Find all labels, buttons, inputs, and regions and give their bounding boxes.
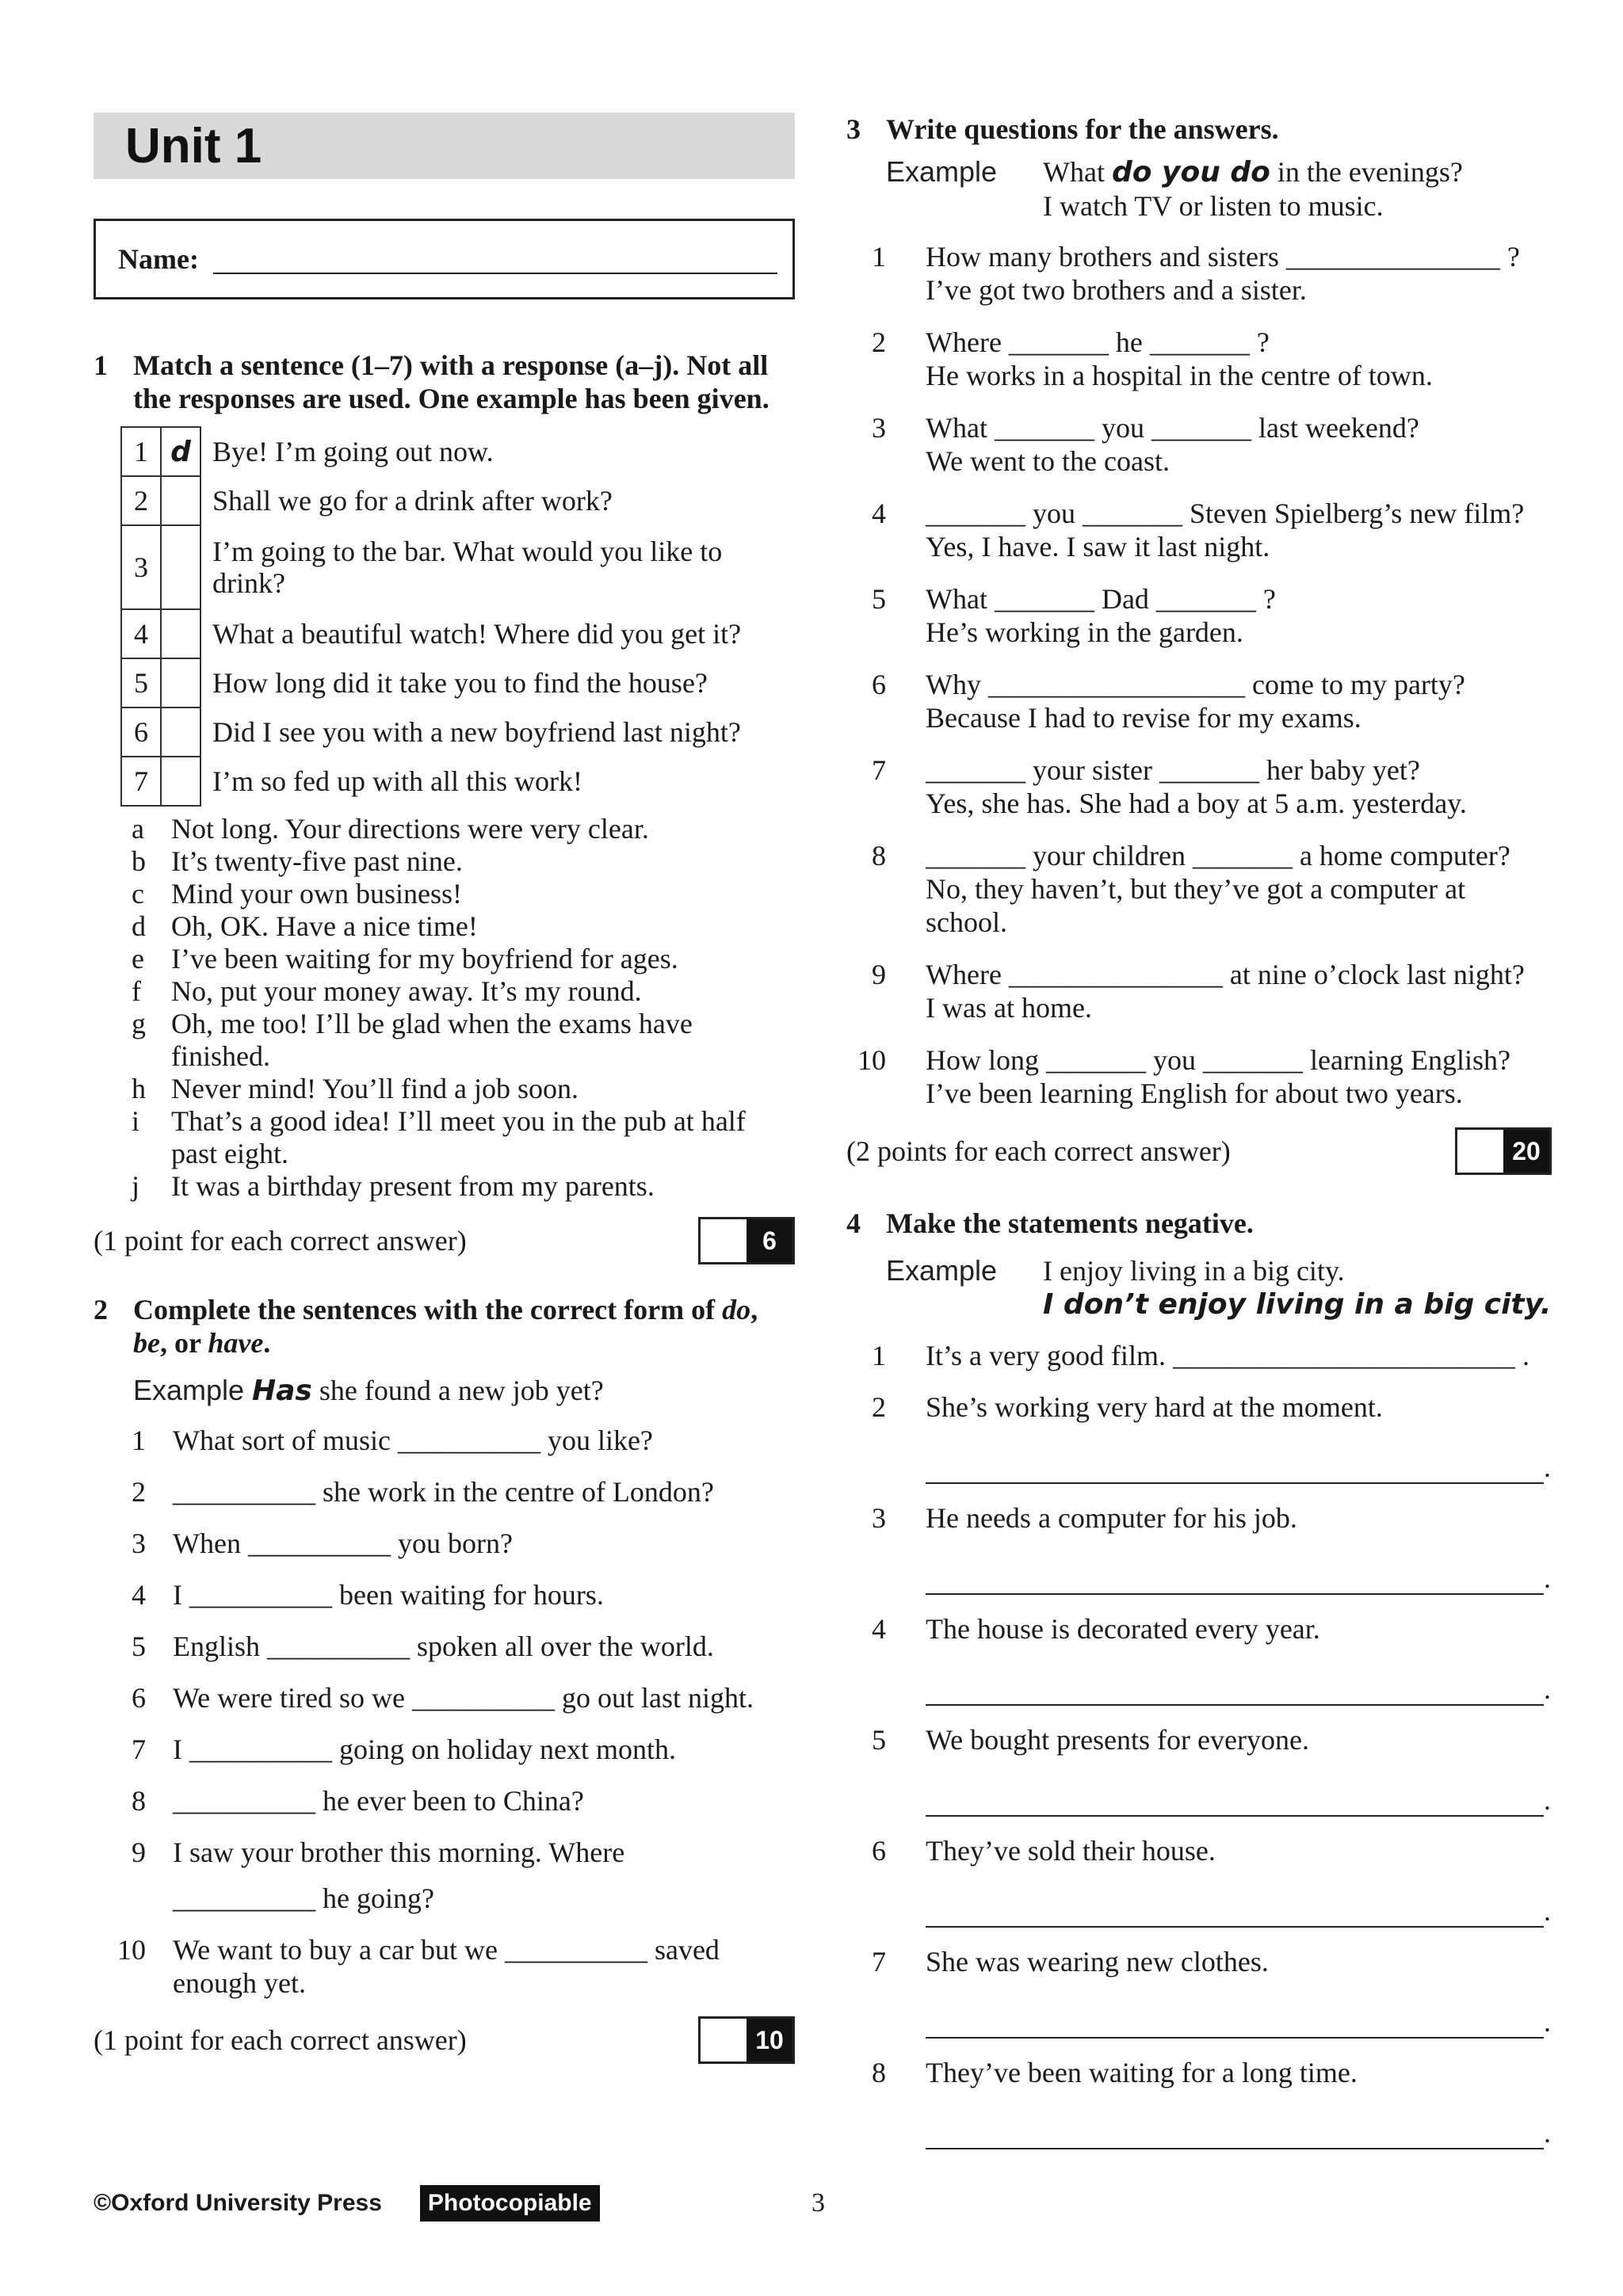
response-text: Never mind! You’ll find a job soon.: [171, 1073, 579, 1104]
q2-item-text: When __________ you born?: [173, 1527, 513, 1559]
q3-item-answer: I was at home.: [926, 992, 1092, 1024]
match-answer-box[interactable]: [161, 707, 200, 757]
q4-answer-end: .: [1544, 1895, 1551, 1927]
photocopiable-badge: Photocopiable: [420, 2185, 600, 2222]
q4-item-number: 1: [872, 1340, 886, 1371]
response-item: [132, 975, 795, 1008]
q4-answer-end: .: [1544, 1673, 1551, 1705]
match-row-number: 1: [121, 427, 161, 476]
q2-item-body: [173, 1424, 653, 1457]
q4-item: [846, 1945, 1552, 2039]
q3-item-answer: He’s working in the garden.: [926, 616, 1243, 648]
response-text: Oh, me too! I’ll be glad when the exams have finished.: [171, 1008, 693, 1072]
q3-item: [846, 958, 1552, 1024]
q3-item-number: 1: [872, 241, 886, 273]
q3-item-answer: Yes, I have. I saw it last night.: [926, 531, 1270, 563]
q2-item-body: [173, 1733, 676, 1766]
q2-example-rest: she found a new job yet?: [311, 1375, 604, 1406]
match-row: [121, 476, 784, 525]
name-label: Name:: [118, 243, 199, 275]
q2-item: [94, 1933, 795, 2000]
q1-points-text: (1 point for each correct answer): [94, 1225, 467, 1257]
q1-score-field[interactable]: [701, 1219, 747, 1262]
response-text: Not long. Your directions were very clear.: [171, 813, 649, 845]
q3-item-body: [926, 582, 1276, 649]
match-sentence: What a beautiful watch! Where did you get it?: [212, 618, 742, 650]
match-answer-box[interactable]: [161, 609, 200, 658]
response-text: It was a birthday present from my parents.: [171, 1170, 655, 1202]
q3-example-post: in the evenings?: [1270, 156, 1463, 188]
q3-item-body: [926, 411, 1419, 478]
q2-item-body: [173, 1836, 624, 1915]
match-sentence: I’m so fed up with all this work!: [212, 765, 582, 797]
q3-item-body: [926, 326, 1433, 392]
q2-item-number: 10: [117, 1934, 146, 1966]
q4-answer-end: .: [1544, 2006, 1551, 2038]
q4-item-line: [846, 1834, 1552, 1867]
response-text: No, put your money away. It’s my round.: [171, 975, 642, 1007]
q3-item-number: 10: [857, 1044, 886, 1076]
q2-score-box: [698, 2016, 795, 2064]
q3-item-body: [926, 958, 1525, 1024]
response-letter: e: [132, 943, 144, 974]
q3-item-number: 4: [872, 498, 886, 529]
match-row-number: 5: [121, 658, 161, 707]
q4-example-text: [1043, 1254, 1551, 1322]
unit-title: Unit 1: [125, 118, 262, 174]
q3-item-answer: He works in a hospital in the centre of town.: [926, 360, 1433, 391]
q2-word-do: do: [722, 1294, 751, 1325]
q4-answer-row: [926, 1672, 1552, 1706]
q3-item-question[interactable]: Where _______________ at nine o’clock last night?: [926, 959, 1525, 990]
q4-answer-line[interactable]: [926, 1459, 1544, 1484]
response-item: [132, 1105, 795, 1170]
q3-item-answer: I’ve been learning English for about two years.: [926, 1077, 1463, 1109]
q3-item-number: 8: [872, 840, 886, 871]
q2-item-body: [173, 1784, 584, 1817]
response-letter: b: [132, 845, 146, 877]
response-letter: f: [132, 975, 141, 1007]
q2-instruction-part: Complete the sentences with the correct form of: [133, 1294, 723, 1325]
match-row: [121, 525, 784, 609]
q3-item-body: [926, 753, 1467, 820]
q3-item-answer: No, they haven’t, but they’ve got a computer at school.: [926, 873, 1466, 938]
q3-item-question[interactable]: _______ your sister _______ her baby yet?: [926, 754, 1420, 786]
q4-answer-end: .: [1544, 1562, 1551, 1594]
q2-item-body: [173, 1681, 754, 1714]
q4-item-line: [846, 2056, 1552, 2089]
q3-item-body: [926, 497, 1524, 563]
q2-item-text: English __________ spoken all over the world.: [173, 1630, 714, 1662]
q2-item: [94, 1733, 795, 1766]
response-item: [132, 1073, 795, 1105]
q4-answer-line[interactable]: [926, 1569, 1544, 1595]
match-answer-box[interactable]: [161, 476, 200, 525]
q3-item: [846, 326, 1552, 392]
response-letter: i: [132, 1105, 140, 1137]
q2-item-text: I saw your brother this morning. Where: [173, 1836, 625, 1868]
response-letter: g: [132, 1008, 146, 1039]
q3-item-number: 5: [872, 583, 886, 615]
match-row: [121, 609, 784, 658]
q2-example-answer: Has: [252, 1375, 312, 1407]
q3-item-number: 7: [872, 754, 886, 786]
q2-item-number: 4: [132, 1579, 146, 1611]
response-item: [132, 813, 795, 845]
match-answer-box[interactable]: d: [161, 427, 200, 476]
response-item: [132, 943, 795, 975]
q3-item-question[interactable]: _______ your children _______ a home computer?: [926, 840, 1510, 871]
match-row-number: 7: [121, 757, 161, 806]
match-row: [121, 757, 784, 806]
q2-item-text: What sort of music __________ you like?: [173, 1425, 653, 1456]
q4-item: [846, 2056, 1552, 2149]
q3-item-body: [926, 1043, 1510, 1110]
q2-item-number: 8: [132, 1785, 146, 1817]
q3-item-question[interactable]: How many brothers and sisters _______________ ?: [926, 241, 1520, 273]
name-box: [94, 219, 795, 299]
response-letter: d: [132, 910, 146, 942]
q4-item-number: 3: [872, 1502, 886, 1534]
response-text: That’s a good idea! I’ll meet you in the pub at half past eight.: [171, 1105, 746, 1169]
q2-item: [94, 1836, 795, 1915]
response-item: [132, 1008, 795, 1073]
q2-word-be: be: [133, 1327, 160, 1359]
q2-item-body: [173, 1475, 714, 1508]
q3-points-row: [846, 1127, 1552, 1175]
q2-item-body: [173, 1578, 604, 1611]
q3-item-answer: Yes, she has. She had a boy at 5 a.m. yesterday.: [926, 788, 1467, 819]
q3-item: [846, 497, 1552, 563]
q2-item: [94, 1630, 795, 1663]
q4-answer-row: [926, 1562, 1552, 1595]
q2-item-number: 2: [132, 1476, 146, 1508]
q4-items: [846, 1390, 1552, 2149]
q2-item-number: 9: [132, 1836, 146, 1868]
q4-item-line: [846, 1945, 1552, 1978]
match-sentence: Shall we go for a drink after work?: [212, 485, 613, 517]
q3-example-answer: do you do: [1111, 156, 1270, 189]
q2-item-number: 7: [132, 1733, 146, 1765]
q2-example: [133, 1374, 795, 1408]
q3-item-body: [926, 240, 1520, 307]
q3-item-answer: We went to the coast.: [926, 445, 1170, 477]
q2-points-text: (1 point for each correct answer): [94, 2024, 467, 2056]
q2-item-number: 6: [132, 1682, 146, 1714]
page-number: 3: [812, 2188, 825, 2218]
q3-item-body: [926, 668, 1465, 734]
q4-answer-row: [926, 1894, 1552, 1928]
q3-example-pre: What: [1043, 156, 1112, 188]
q2-item: [94, 1424, 795, 1457]
q4-item: [846, 1834, 1552, 1928]
q2-item-text: I __________ going on holiday next month.: [173, 1733, 676, 1765]
q2-item-body: [173, 1933, 795, 2000]
match-sentence: Bye! I’m going out now.: [212, 436, 494, 467]
publisher-credit: ©Oxford University Press: [94, 2190, 382, 2216]
response-text: Oh, OK. Have a nice time!: [171, 910, 478, 942]
response-text: It’s twenty-five past nine.: [171, 845, 463, 877]
q3-item-answer: Because I had to revise for my exams.: [926, 702, 1361, 734]
match-answer-box[interactable]: [161, 757, 200, 806]
q3-example-text: [1043, 155, 1463, 223]
match-table: [120, 426, 785, 807]
q2-item-text: __________ he ever been to China?: [173, 1785, 584, 1817]
q2-item-number: 3: [132, 1527, 146, 1559]
q3-example-answer-line: I watch TV or listen to music.: [1043, 190, 1384, 222]
q2-example-label: Example: [133, 1374, 245, 1406]
q3-item: [846, 1043, 1552, 1110]
q3-item: [846, 240, 1552, 307]
q3-item-body: [926, 839, 1552, 939]
response-item: [132, 910, 795, 943]
q4-answer-line[interactable]: [926, 1902, 1544, 1928]
q2-item: [94, 1527, 795, 1560]
q2-instruction-end: .: [263, 1327, 271, 1359]
q1-number: 1: [94, 349, 108, 381]
q4-item-line: [846, 1612, 1552, 1646]
q4-item-text: They’ve been waiting for a long time.: [926, 2057, 1358, 2088]
q3-item-answer: I’ve got two brothers and a sister.: [926, 274, 1307, 306]
q4-item-number: 5: [872, 1724, 886, 1756]
q4-item: [846, 1723, 1552, 1817]
q4-answer-line[interactable]: [926, 1791, 1544, 1817]
q3-item-question[interactable]: _______ you _______ Steven Spielberg’s new film?: [926, 498, 1525, 529]
left-column: [94, 113, 795, 2064]
q3-item: [846, 668, 1552, 734]
response-letter: c: [132, 878, 144, 910]
q2-item: [94, 1784, 795, 1817]
q2-item: [94, 1681, 795, 1714]
response-text: Mind your own business!: [171, 878, 462, 910]
q4-item-number: 2: [872, 1391, 886, 1423]
q3-item-question[interactable]: How long _______ you _______ learning English?: [926, 1044, 1510, 1076]
q4-item-line: [846, 1390, 1552, 1424]
q3-item: [846, 753, 1552, 820]
q2-item-text: I __________ been waiting for hours.: [173, 1579, 604, 1611]
q3-instruction: [846, 113, 1552, 146]
q4-answer-line[interactable]: [926, 2124, 1544, 2149]
q3-item: [846, 582, 1552, 649]
q2-items: [94, 1424, 795, 2000]
q4-example-answer: I don’t enjoy living in a big city.: [1043, 1288, 1552, 1321]
q4-item-text: They’ve sold their house.: [926, 1835, 1216, 1867]
q3-item-question[interactable]: Where _______ he _______ ?: [926, 326, 1270, 358]
q4-item-text: It’s a very good film. ________________________ .: [926, 1340, 1529, 1371]
response-letter: a: [132, 813, 144, 845]
q4-example-statement: I enjoy living in a big city.: [1043, 1255, 1345, 1287]
q4-item-number: 8: [872, 2057, 886, 2088]
q4-example: [886, 1254, 1552, 1322]
match-sentence: How long did it take you to find the house?: [212, 667, 708, 699]
match-row: [121, 658, 784, 707]
response-letter: h: [132, 1073, 146, 1104]
q3-score-box: [1455, 1127, 1552, 1175]
q4-item-text: We bought presents for everyone.: [926, 1724, 1309, 1756]
q2-item-text: We want to buy a car but we __________ saved enough yet.: [173, 1934, 720, 1999]
name-field[interactable]: [213, 244, 777, 274]
match-row: [121, 707, 784, 757]
q3-number: 3: [846, 113, 861, 145]
q1-instruction: [94, 349, 795, 415]
match-sentence: I’m going to the bar. What would you like to drink?: [212, 536, 723, 599]
q4-item-text: He needs a computer for his job.: [926, 1502, 1297, 1534]
match-answer-box[interactable]: [161, 658, 200, 707]
q3-score-total: 20: [1503, 1130, 1549, 1173]
q4-item: [846, 1390, 1552, 1484]
response-letter: j: [132, 1170, 140, 1202]
q2-item-body: [173, 1630, 714, 1663]
q4-answer-end: .: [1544, 2117, 1551, 2149]
q4-example-label: Example: [886, 1254, 998, 1287]
q4-item-line: [846, 1501, 1552, 1535]
q4-item-number: 6: [872, 1835, 886, 1867]
q2-item-number: 5: [132, 1630, 146, 1662]
q2-item-text: We were tired so we __________ go out last night.: [173, 1682, 754, 1714]
q2-item-text: __________ she work in the centre of London?: [173, 1476, 714, 1508]
q3-item: [846, 411, 1552, 478]
q2-instruction-text: [133, 1293, 795, 1360]
q4-answer-row: [926, 1783, 1552, 1817]
q3-item-number: 6: [872, 669, 886, 700]
q3-item-number: 3: [872, 412, 886, 444]
match-row: [121, 427, 784, 476]
response-item: [132, 1170, 795, 1203]
match-row-number: 2: [121, 476, 161, 525]
q3-item-question[interactable]: What _______ Dad _______ ?: [926, 583, 1276, 615]
q2-instruction-sep: , or: [159, 1327, 208, 1359]
response-item: [132, 845, 795, 878]
q1-instruction-text: Match a sentence (1–7) with a response (a–j). Not all the responses are used. One example has been given.: [133, 349, 769, 414]
q3-item-question[interactable]: What _______ you _______ last weekend?: [926, 412, 1419, 444]
match-row-number: 3: [121, 525, 161, 609]
q3-example: [886, 155, 1552, 223]
q3-items: [846, 240, 1552, 1110]
q4-item: [846, 1339, 1552, 1372]
q4-answer-end: .: [1544, 1451, 1551, 1483]
q4-item-number: 4: [872, 1613, 886, 1645]
q4-item-text: She’s working very hard at the moment.: [926, 1391, 1383, 1423]
footer: [94, 2185, 600, 2222]
q2-number: 2: [94, 1294, 108, 1325]
response-text: I’ve been waiting for my boyfriend for ages.: [171, 943, 678, 974]
match-row-number: 4: [121, 609, 161, 658]
match-row-number: 6: [121, 707, 161, 757]
q3-item: [846, 839, 1552, 939]
match-sentence: Did I see you with a new boyfriend last night?: [212, 716, 741, 748]
q4-answer-row: [926, 2116, 1552, 2149]
response-list: [132, 813, 795, 1203]
q4-instruction-text: Make the statements negative.: [886, 1207, 1254, 1239]
q4-answer-line[interactable]: [926, 1680, 1544, 1706]
unit-header: [94, 113, 795, 179]
q2-score-total: 10: [747, 2019, 792, 2061]
q4-item-text: She was wearing new clothes.: [926, 1946, 1269, 1978]
q2-item: [94, 1578, 795, 1611]
q4-answer-line[interactable]: [926, 2013, 1544, 2039]
q4-answer-row: [926, 2005, 1552, 2039]
q3-points-text: (2 points for each correct answer): [846, 1135, 1231, 1167]
q1-points-row: [94, 1217, 795, 1264]
q4-item-number: 7: [872, 1946, 886, 1978]
q4-answer-end: .: [1544, 1784, 1551, 1816]
q2-example-text: [252, 1374, 604, 1408]
response-item: [132, 878, 795, 910]
q4-answer-row: [926, 1451, 1552, 1484]
q4-number: 4: [846, 1207, 861, 1239]
q2-item-number: 1: [132, 1425, 146, 1456]
q4-item-text: The house is decorated every year.: [926, 1613, 1320, 1645]
q2-item-text-cont: __________ he going?: [173, 1882, 434, 1914]
q2-word-have: have: [208, 1327, 264, 1359]
q4-item: [846, 1612, 1552, 1706]
right-column: [846, 113, 1552, 2167]
q1-score-total: 6: [747, 1219, 792, 1262]
q2-score-field[interactable]: [701, 2019, 747, 2061]
q4-item-line: [846, 1723, 1552, 1756]
q4-instruction: [846, 1207, 1552, 1240]
q2-instruction: [94, 1293, 795, 1360]
match-answer-box[interactable]: [161, 525, 200, 609]
q2-item-body: [173, 1527, 513, 1560]
q3-item-number: 2: [872, 326, 886, 358]
q3-instruction-text: Write questions for the answers.: [886, 113, 1279, 145]
q1-score-box: [698, 1217, 795, 1264]
q3-example-label: Example: [886, 155, 998, 188]
q4-item: [846, 1501, 1552, 1595]
q2-points-row: [94, 2016, 795, 2064]
q3-item-number: 9: [872, 959, 886, 990]
q3-item-question[interactable]: Why __________________ come to my party?: [926, 669, 1465, 700]
q3-score-field[interactable]: [1457, 1130, 1503, 1173]
q2-item: [94, 1475, 795, 1508]
q2-instruction-sep: ,: [750, 1294, 758, 1325]
